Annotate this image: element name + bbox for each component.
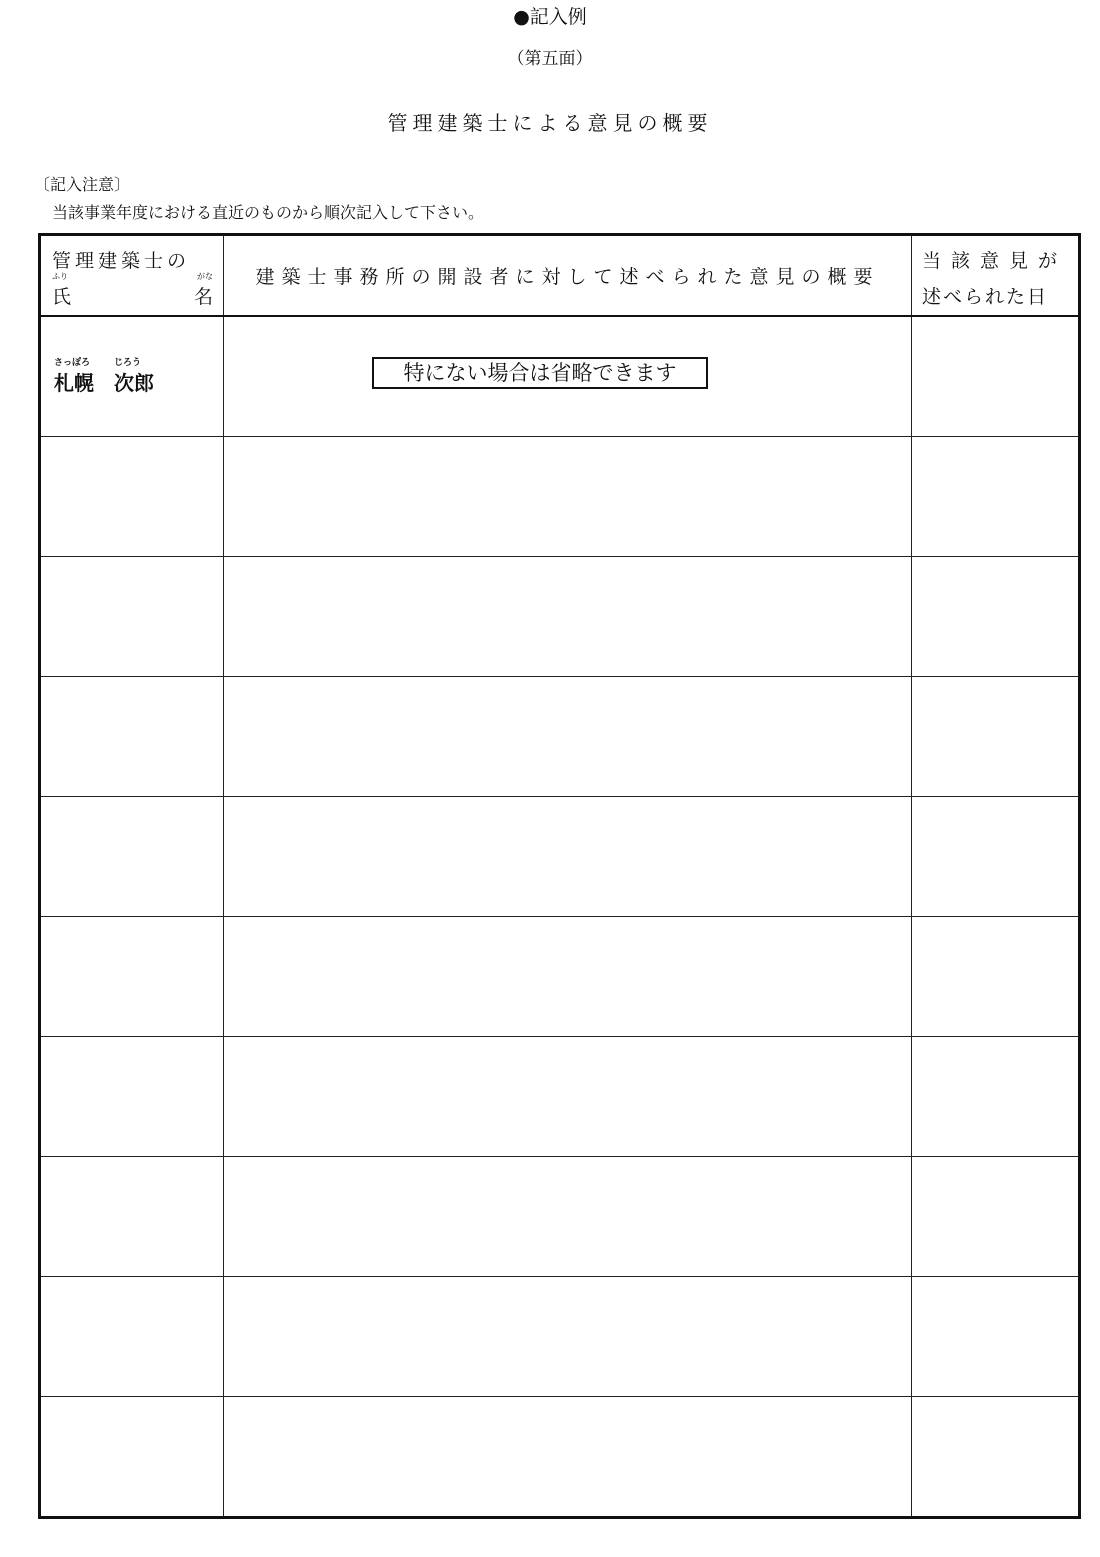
table-row bbox=[40, 797, 1080, 917]
header-name-right bbox=[193, 272, 213, 309]
header-date-line1: 当該意見が bbox=[922, 250, 1068, 272]
example-surname-text: 札幌 bbox=[54, 371, 94, 395]
table-row bbox=[40, 1037, 1080, 1157]
table-row-example bbox=[40, 316, 1080, 437]
table-row bbox=[40, 1277, 1080, 1397]
table-row bbox=[40, 437, 1080, 557]
table-row bbox=[40, 677, 1080, 797]
header-name-left-ruby: ふり bbox=[52, 272, 68, 281]
date-cell[interactable] bbox=[912, 1157, 1080, 1277]
header-name-left bbox=[52, 272, 72, 309]
table-row bbox=[40, 557, 1080, 677]
example-given-name bbox=[114, 358, 154, 396]
example-summary-badge: 特にない場合は省略できます bbox=[372, 357, 708, 389]
note-heading: 〔記入注意〕 bbox=[34, 175, 131, 194]
header-name-left-char: 氏 bbox=[52, 286, 72, 308]
summary-cell[interactable] bbox=[224, 677, 912, 797]
example-title: ●記入例 bbox=[513, 6, 587, 28]
header-name-right-char: 名 bbox=[193, 286, 213, 308]
header-summary-cell: 建築士事務所の開設者に対して述べられた意見の概要 bbox=[224, 235, 912, 317]
summary-cell[interactable] bbox=[224, 1157, 912, 1277]
table-row bbox=[40, 1397, 1080, 1518]
example-surname-furigana: さっぽろ bbox=[54, 358, 91, 368]
name-cell[interactable] bbox=[40, 1037, 224, 1157]
summary-cell[interactable] bbox=[224, 917, 912, 1037]
date-cell[interactable] bbox=[912, 1397, 1080, 1518]
date-cell[interactable] bbox=[912, 1277, 1080, 1397]
note-body: 当該事業年度における直近のものから順次記入して下さい。 bbox=[52, 203, 485, 222]
name-cell[interactable] bbox=[40, 437, 224, 557]
date-cell[interactable] bbox=[912, 557, 1080, 677]
table-header-row bbox=[40, 235, 1080, 317]
opinion-table bbox=[38, 233, 1081, 1519]
name-cell[interactable] bbox=[40, 917, 224, 1037]
summary-cell[interactable] bbox=[224, 437, 912, 557]
date-cell[interactable] bbox=[912, 677, 1080, 797]
header-name-cell bbox=[40, 235, 224, 317]
name-cell[interactable] bbox=[40, 557, 224, 677]
name-cell[interactable] bbox=[40, 797, 224, 917]
summary-cell[interactable] bbox=[224, 557, 912, 677]
form-title: 管理建築士による意見の概要 bbox=[387, 111, 713, 135]
summary-cell[interactable] bbox=[224, 797, 912, 917]
name-cell[interactable] bbox=[40, 1157, 224, 1277]
page-label: （第五面） bbox=[507, 49, 593, 69]
header-date-line2: 述べられた日 bbox=[922, 286, 1049, 308]
date-cell[interactable] bbox=[912, 917, 1080, 1037]
example-date-cell[interactable] bbox=[912, 316, 1080, 437]
summary-cell[interactable] bbox=[224, 1037, 912, 1157]
name-cell[interactable] bbox=[40, 677, 224, 797]
date-cell[interactable] bbox=[912, 437, 1080, 557]
example-name-cell[interactable] bbox=[40, 316, 224, 437]
example-summary-cell[interactable] bbox=[224, 316, 912, 437]
example-given-name-furigana: じろう bbox=[114, 358, 142, 368]
header-name-line1: 管理建築士の bbox=[52, 250, 191, 272]
header-date-cell bbox=[912, 235, 1080, 317]
example-name bbox=[54, 358, 154, 396]
table-row bbox=[40, 1157, 1080, 1277]
name-cell[interactable] bbox=[40, 1397, 224, 1518]
table-row bbox=[40, 917, 1080, 1037]
header-name-right-ruby: がな bbox=[197, 272, 213, 281]
summary-cell[interactable] bbox=[224, 1397, 912, 1518]
example-surname bbox=[54, 358, 94, 396]
name-cell[interactable] bbox=[40, 1277, 224, 1397]
example-given-name-text: 次郎 bbox=[114, 371, 154, 395]
date-cell[interactable] bbox=[912, 797, 1080, 917]
date-cell[interactable] bbox=[912, 1037, 1080, 1157]
summary-cell[interactable] bbox=[224, 1277, 912, 1397]
